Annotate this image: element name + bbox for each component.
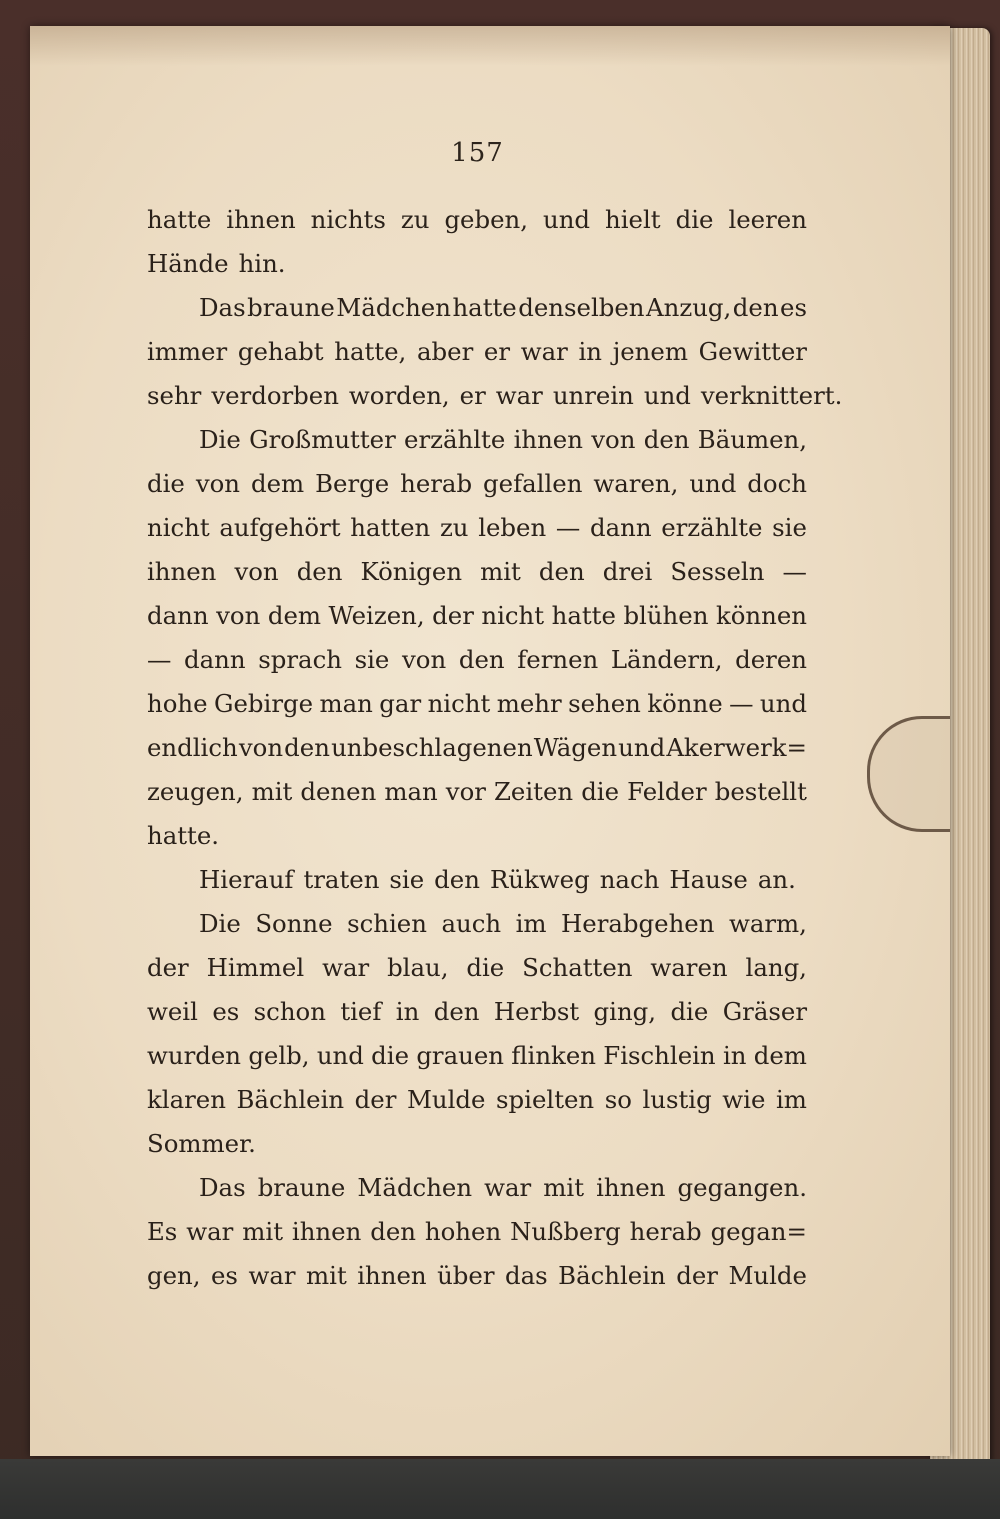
text-line: Hände hin. (147, 249, 286, 278)
text-line: der Himmel war blau, die Schatten waren lang, (147, 953, 807, 982)
book-page (30, 26, 950, 1456)
text-line: nicht aufgehört hatten zu leben — dann erzählte sie (147, 513, 807, 542)
text-line: Es war mit ihnen den hohen Nußberg herab gegan= (147, 1217, 807, 1246)
text-line: endlich von den unbeschlagenen Wägen und Akerwerk= (147, 733, 807, 762)
scan-background-strip (0, 1459, 1000, 1519)
page-stain (30, 26, 950, 66)
page-clip (867, 716, 950, 832)
text-line: Hierauf traten sie den Rükweg nach Hause an. (199, 865, 796, 894)
text-line: Das braune Mädchen hatte denselben Anzug, den es (199, 293, 807, 322)
text-line: Sommer. (147, 1129, 256, 1158)
text-line: hatte. (147, 821, 220, 850)
text-line: hatte ihnen nichts zu geben, und hielt die leeren (147, 205, 807, 234)
text-line: hohe Gebirge man gar nicht mehr sehen könne — und (147, 689, 807, 718)
text-line: sehr verdorben worden, er war unrein und verknittert. (147, 381, 843, 410)
text-line: wurden gelb, und die grauen flinken Fischlein in dem (147, 1041, 807, 1070)
text-line: dann von dem Weizen, der nicht hatte blühen können (147, 601, 807, 630)
text-line: zeugen, mit denen man vor Zeiten die Felder bestellt (147, 777, 807, 806)
body-text (147, 198, 843, 1298)
text-line: die von dem Berge herab gefallen waren, und doch (147, 469, 807, 498)
text-line: weil es schon tief in den Herbst ging, die Gräser (147, 997, 807, 1026)
text-line: gen, es war mit ihnen über das Bächlein der Mulde (147, 1261, 807, 1290)
text-line: immer gehabt hatte, aber er war in jenem Gewitter (147, 337, 807, 366)
text-line: Die Großmutter erzählte ihnen von den Bäumen, (199, 425, 807, 454)
text-line: — dann sprach sie von den fernen Ländern, deren (147, 645, 807, 674)
text-line: klaren Bächlein der Mulde spielten so lustig wie im (147, 1085, 807, 1114)
text-line: Das braune Mädchen war mit ihnen gegangen. (199, 1173, 807, 1202)
page-number: 157 (451, 138, 504, 168)
text-line: ihnen von den Königen mit den drei Sesseln — (147, 557, 807, 586)
text-line: Die Sonne schien auch im Herabgehen warm, (199, 909, 807, 938)
